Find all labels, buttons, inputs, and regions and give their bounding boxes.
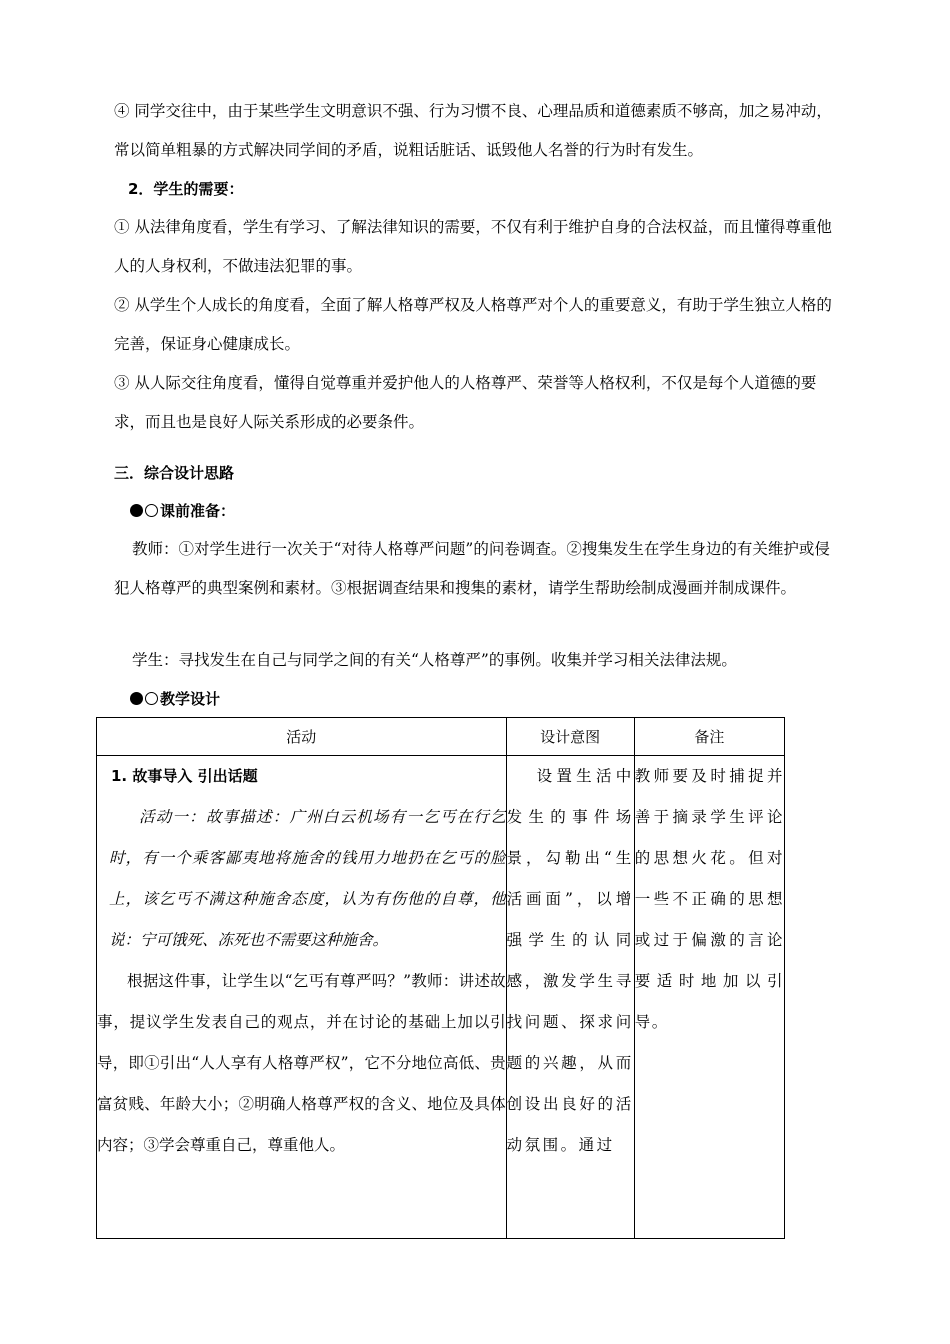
notes-text: 教师要及时捕捉并善于摘录学生评论的思想火花。但对一些不正确的思想或过于偏激的言论要适时地加以引导。 [634,767,784,1031]
paragraph-need-law [114,208,838,286]
header-notes: 备注 [634,718,784,756]
cell-design-intent [506,756,634,1239]
heading-class-prep [130,492,854,531]
teaching-design-table [96,717,785,1239]
paragraph-text: ④ 同学交往中，由于某些学生文明意识不强、行为习惯不良、心理品质和道德素质不够高，加之易冲动，常以简单粗暴的方式解决同学间的矛盾，说粗话脏话、诋毁他人名誉的行为时有发生。 [114,102,832,159]
paragraph-text: ① 从法律角度看，学生有学习、了解法律知识的需要，不仅有利于维护自身的合法权益，而且懂得尊重他人的人身权利，不做违法犯罪的事。 [114,218,832,275]
paragraph-text: ② 从学生个人成长的角度看，全面了解人格尊严权及人格尊严对个人的重要意义，有助于学生独立人格的完善，保证身心健康成长。 [114,296,832,353]
activity-story: 活动一：故事描述：广州白云机场有一乞丐在行乞时，有一个乘客鄙夷地将施舍的钱用力地扔在乞丐的脸上，该乞丐不满这种施舍态度，认为有伤他的自尊，他说：宁可饿死、冻死也不需要这种施舍。 [109,808,506,949]
paragraph-student-prep [114,641,838,680]
paragraph-need-social [114,364,838,442]
paragraph-teacher-prep [114,530,838,608]
table-row [97,756,785,1239]
activity-title: 1. 故事导入 引出话题 [111,767,258,785]
activity-guide: 根据这件事，让学生以“乞丐有尊严吗？”教师：讲述故事，提议学生发表自己的观点，并在讨论的基础上加以引导，即①引出“人人享有人格尊严权”，它不分地位高低、贵富贫贱、年龄大小；②明确人格尊严权的含义、地位及具体内容；③学会尊重自己，尊重他人。 [97,972,506,1154]
cell-activity [97,756,507,1239]
cell-notes [634,756,784,1239]
paragraph-text: 学生：寻找发生在自己与同学之间的有关“人格尊严”的事例。收集并学习相关法律法规。 [132,651,737,669]
heading-teaching-design [130,680,854,719]
paragraph-peer-interaction [114,92,838,170]
header-design-intent: 设计意图 [506,718,634,756]
design-intent-text: 设置生活中发生的事件场景，勾勒出“生活画面”，以增强学生的认同感，激发学生寻找问题、探求问题的兴趣，从而创设出良好的活动氛围。通过 [506,767,634,1154]
ring-icon [145,692,158,705]
heading-design-approach: 三．综合设计思路 [114,464,235,482]
ring-icon [145,504,158,517]
header-activity: 活动 [97,718,507,756]
heading-text: 课前准备： [160,502,236,520]
paragraph-text: ③ 从人际交往角度看，懂得自觉尊重并爱护他人的人格尊严、荣誉等人格权利，不仅是每个人道德的要求，而且也是良好人际关系形成的必要条件。 [114,374,817,431]
table-header-row [97,718,785,756]
paragraph-text: 教师：①对学生进行一次关于“对待人格尊严问题”的问卷调查。②搜集发生在学生身边的有关维护或侵犯人格尊严的典型案例和素材。③根据调查结果和搜集的素材，请学生帮助绘制成漫画并制成课件。 [114,540,830,597]
heading-text: 教学设计 [160,690,221,708]
bullet-dot-icon [130,692,143,705]
heading-student-needs: 2．学生的需要： [128,180,244,198]
paragraph-need-growth [114,286,838,364]
bullet-dot-icon [130,504,143,517]
